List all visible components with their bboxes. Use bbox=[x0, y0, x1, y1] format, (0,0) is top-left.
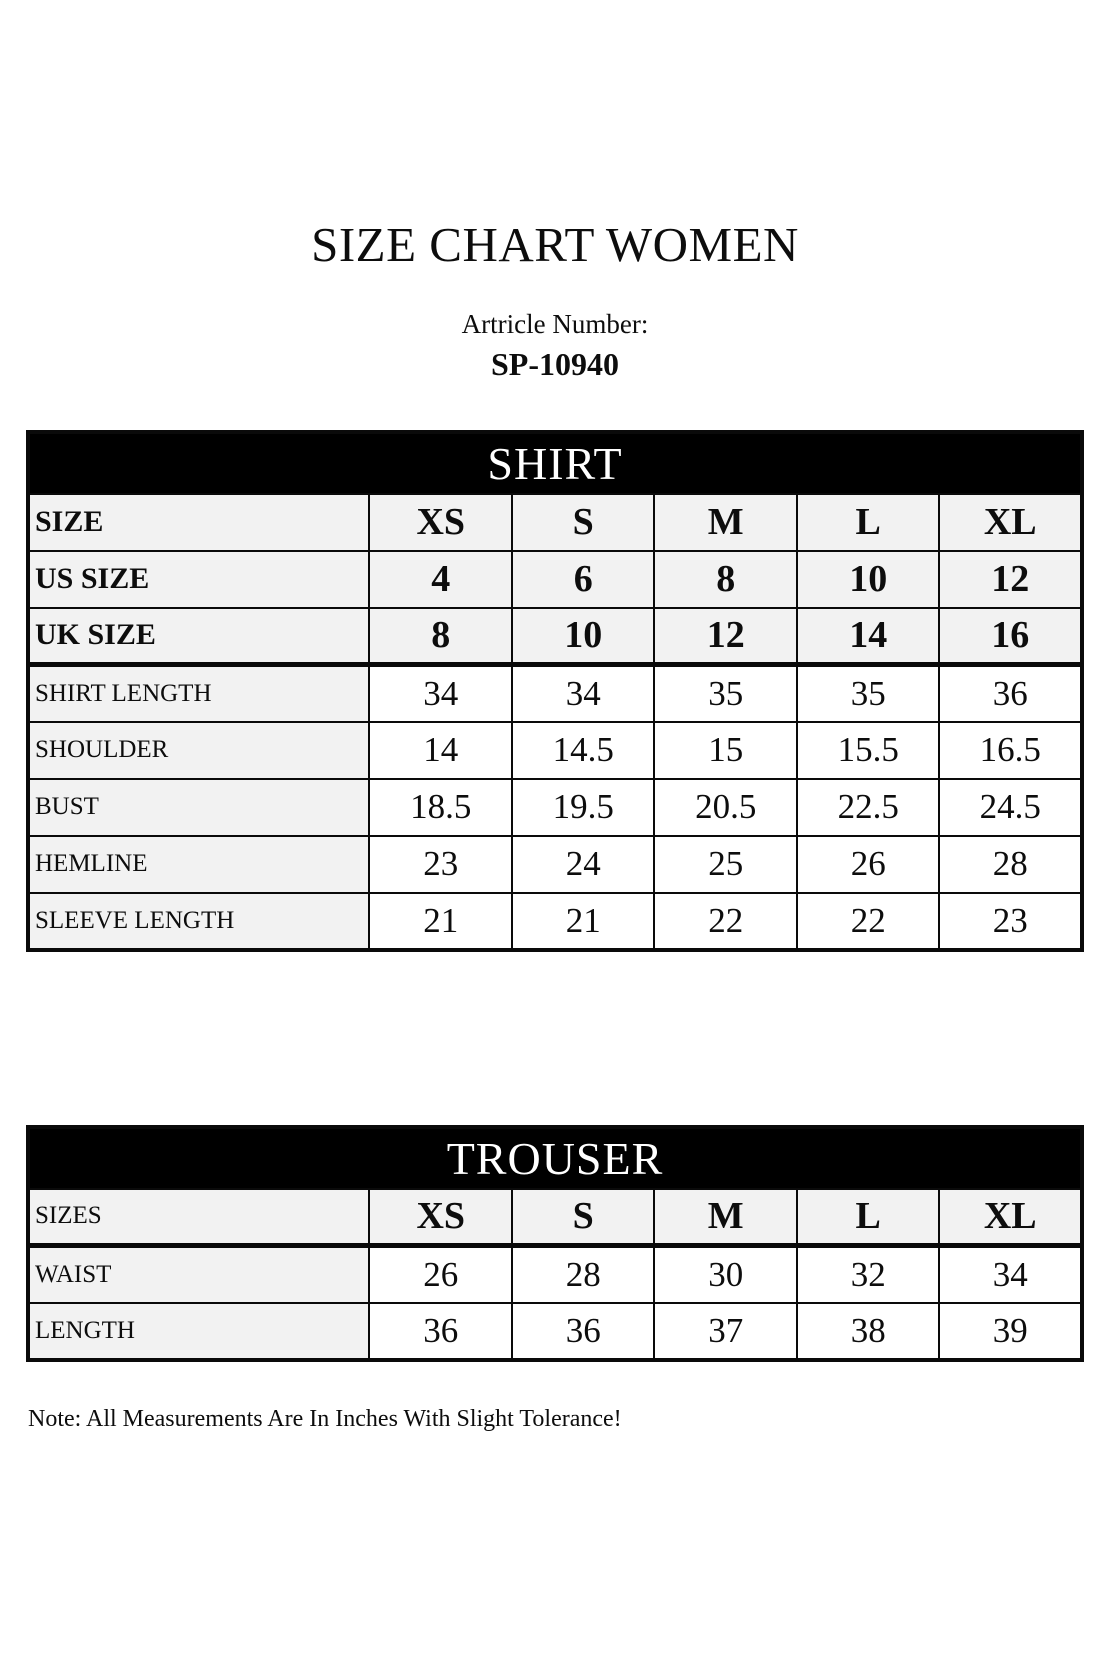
row-label: SLEEVE LENGTH bbox=[28, 893, 369, 950]
row-value-cell: 35 bbox=[797, 665, 940, 722]
trouser-table-banner: TROUSER bbox=[28, 1127, 1082, 1189]
row-value-cell: 23 bbox=[939, 893, 1082, 950]
row-value-cell: 21 bbox=[512, 893, 655, 950]
row-label: SIZE bbox=[28, 494, 369, 551]
table-row bbox=[28, 722, 1082, 779]
row-value-cell: 23 bbox=[369, 836, 512, 893]
row-value-cell: 24 bbox=[512, 836, 655, 893]
row-value-cell: 22.5 bbox=[797, 779, 940, 836]
row-value-cell: 15 bbox=[654, 722, 797, 779]
row-value-cell: 28 bbox=[512, 1246, 655, 1303]
row-value-cell: 34 bbox=[939, 1246, 1082, 1303]
row-value-cell: 22 bbox=[797, 893, 940, 950]
row-value-cell: 19.5 bbox=[512, 779, 655, 836]
table-row bbox=[28, 893, 1082, 950]
row-value-cell: L bbox=[797, 1189, 940, 1246]
row-value-cell: 26 bbox=[369, 1246, 512, 1303]
table-row bbox=[28, 1189, 1082, 1246]
table-row bbox=[28, 551, 1082, 608]
table-row bbox=[28, 494, 1082, 551]
row-value-cell: 34 bbox=[512, 665, 655, 722]
row-value-cell: 14 bbox=[797, 608, 940, 665]
trouser-banner-row bbox=[28, 1127, 1082, 1189]
table-row bbox=[28, 1303, 1082, 1360]
row-value-cell: 8 bbox=[654, 551, 797, 608]
row-value-cell: 32 bbox=[797, 1246, 940, 1303]
row-value-cell: 8 bbox=[369, 608, 512, 665]
row-value-cell: 35 bbox=[654, 665, 797, 722]
row-value-cell: S bbox=[512, 494, 655, 551]
table-row bbox=[28, 836, 1082, 893]
row-value-cell: S bbox=[512, 1189, 655, 1246]
table-row bbox=[28, 608, 1082, 665]
table-row bbox=[28, 1246, 1082, 1303]
row-value-cell: 30 bbox=[654, 1246, 797, 1303]
row-value-cell: XS bbox=[369, 1189, 512, 1246]
trouser-size-table bbox=[26, 1125, 1084, 1362]
row-value-cell: 14 bbox=[369, 722, 512, 779]
row-label: SHOULDER bbox=[28, 722, 369, 779]
row-value-cell: 15.5 bbox=[797, 722, 940, 779]
row-value-cell: M bbox=[654, 1189, 797, 1246]
row-value-cell: 20.5 bbox=[654, 779, 797, 836]
row-label: LENGTH bbox=[28, 1303, 369, 1360]
row-value-cell: 37 bbox=[654, 1303, 797, 1360]
row-label: US SIZE bbox=[28, 551, 369, 608]
row-value-cell: 6 bbox=[512, 551, 655, 608]
row-value-cell: 10 bbox=[797, 551, 940, 608]
row-value-cell: 4 bbox=[369, 551, 512, 608]
article-number-value: SP-10940 bbox=[491, 346, 619, 383]
row-value-cell: 16.5 bbox=[939, 722, 1082, 779]
shirt-banner-row bbox=[28, 432, 1082, 494]
page-title: SIZE CHART WOMEN bbox=[311, 217, 799, 272]
row-value-cell: 12 bbox=[654, 608, 797, 665]
row-value-cell: L bbox=[797, 494, 940, 551]
row-value-cell: 39 bbox=[939, 1303, 1082, 1360]
row-value-cell: 34 bbox=[369, 665, 512, 722]
row-label: WAIST bbox=[28, 1246, 369, 1303]
row-value-cell: 22 bbox=[654, 893, 797, 950]
row-value-cell: 38 bbox=[797, 1303, 940, 1360]
row-label: BUST bbox=[28, 779, 369, 836]
row-value-cell: 36 bbox=[939, 665, 1082, 722]
row-value-cell: 36 bbox=[512, 1303, 655, 1360]
row-value-cell: 36 bbox=[369, 1303, 512, 1360]
article-number-label: Artricle Number: bbox=[461, 308, 649, 339]
row-label: HEMLINE bbox=[28, 836, 369, 893]
row-value-cell: XL bbox=[939, 494, 1082, 551]
row-value-cell: 28 bbox=[939, 836, 1082, 893]
row-label: SIZES bbox=[28, 1189, 369, 1246]
row-value-cell: 21 bbox=[369, 893, 512, 950]
row-value-cell: 16 bbox=[939, 608, 1082, 665]
row-value-cell: 25 bbox=[654, 836, 797, 893]
row-value-cell: 14.5 bbox=[512, 722, 655, 779]
shirt-table-banner: SHIRT bbox=[28, 432, 1082, 494]
row-label: SHIRT LENGTH bbox=[28, 665, 369, 722]
table-row bbox=[28, 779, 1082, 836]
row-value-cell: 10 bbox=[512, 608, 655, 665]
shirt-size-table bbox=[26, 430, 1084, 952]
row-value-cell: 18.5 bbox=[369, 779, 512, 836]
row-value-cell: 12 bbox=[939, 551, 1082, 608]
row-value-cell: XL bbox=[939, 1189, 1082, 1246]
row-value-cell: XS bbox=[369, 494, 512, 551]
row-label: UK SIZE bbox=[28, 608, 369, 665]
table-row bbox=[28, 665, 1082, 722]
measurement-note: Note: All Measurements Are In Inches With Slight Tolerance! bbox=[28, 1405, 622, 1432]
row-value-cell: 26 bbox=[797, 836, 940, 893]
row-value-cell: M bbox=[654, 494, 797, 551]
row-value-cell: 24.5 bbox=[939, 779, 1082, 836]
